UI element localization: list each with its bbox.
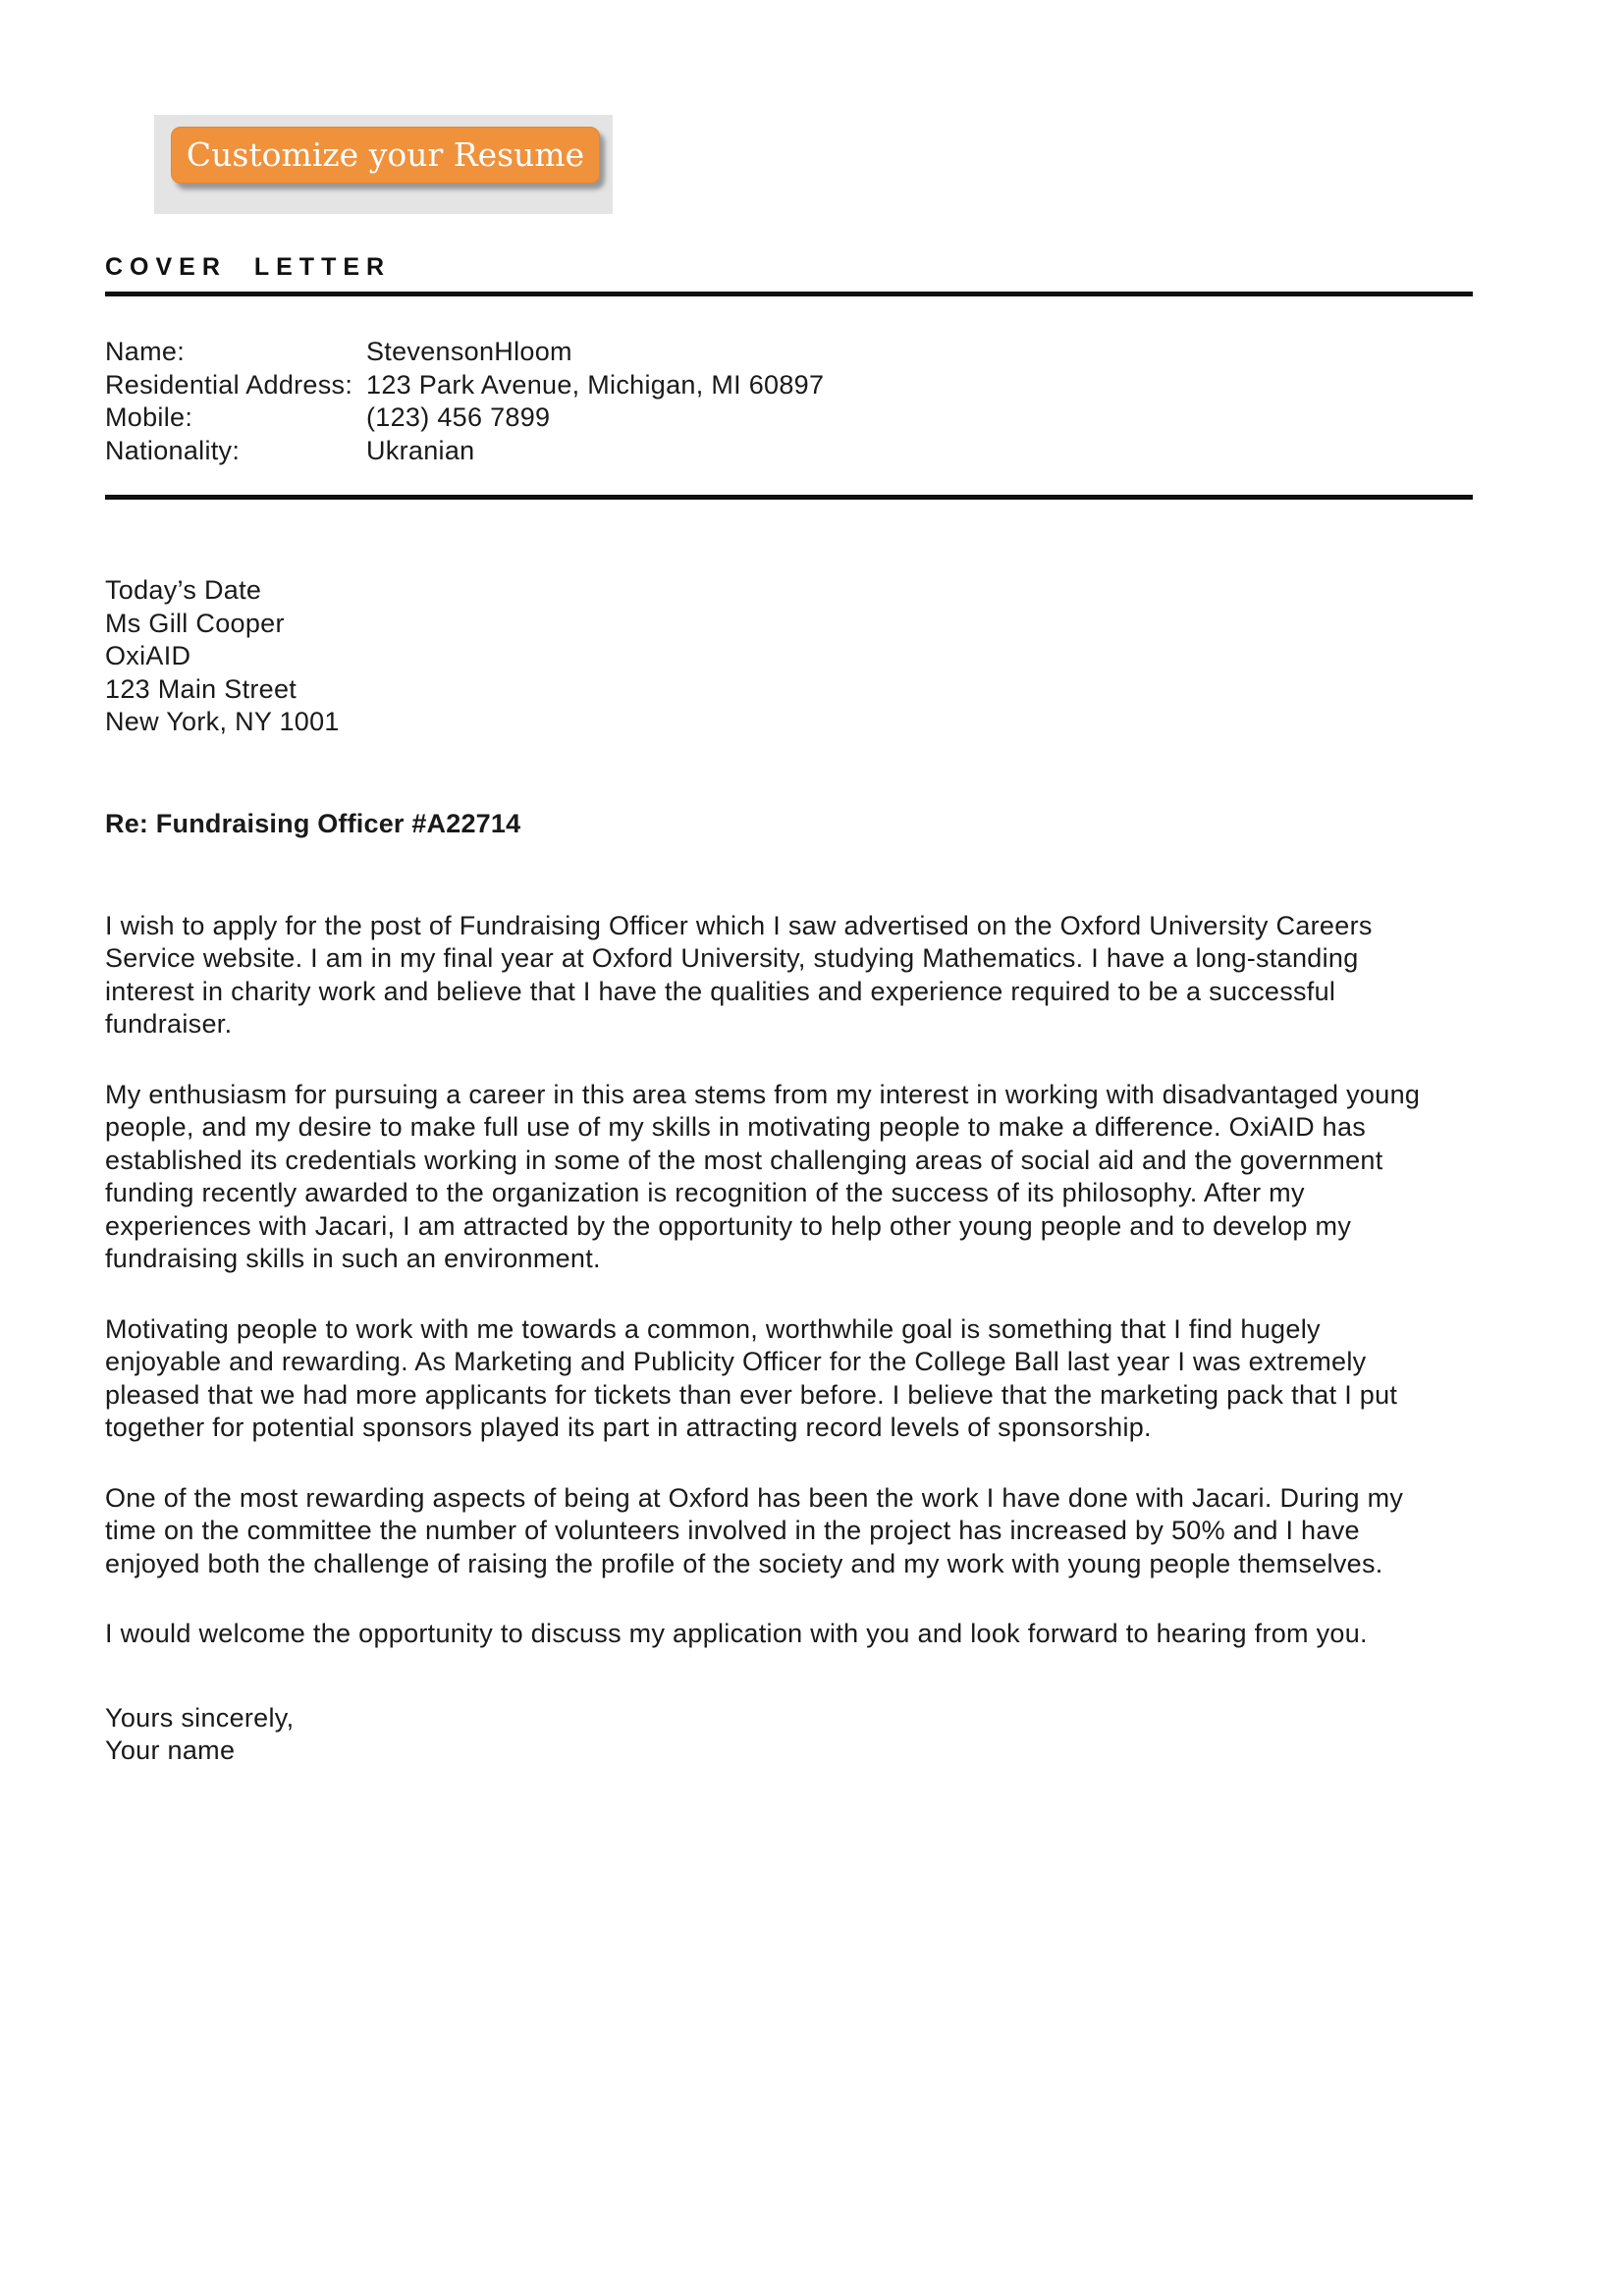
contact-value-name: StevensonHloom <box>366 337 572 366</box>
recipient-city: New York, NY 1001 <box>105 707 340 736</box>
contact-label-address: Residential Address: <box>105 369 353 400</box>
contact-value-nationality: Ukranian <box>366 435 475 465</box>
body-paragraph-5: I would welcome the opportunity to discuss my application with you and look forward to hearing from you. <box>105 1619 1368 1648</box>
page-title: COVER LETTER <box>105 253 392 281</box>
recipient-date: Today’s Date <box>105 575 262 605</box>
recipient-street: 123 Main Street <box>105 673 298 704</box>
customize-resume-button[interactable]: Customize your Resume <box>171 127 600 184</box>
divider-bottom <box>105 495 1473 500</box>
letter-content <box>105 0 1473 1768</box>
body-paragraph-3: Motivating people to work with me towards a common, worthwhile goal is something that I find hugely enjoyable and rewarding. As Marketing and Publicity Officer for the College Ball last year I was extremely pleased that we had more applicants for tickets than ever before. I believe that the marketing pack that I put together for potential sponsors played its part in attracting record levels of sponsorship. <box>105 1313 1398 1442</box>
closing-salutation: Yours sincerely, <box>105 1702 295 1733</box>
closing-signature: Your name <box>105 1735 236 1765</box>
closing-block <box>105 1702 1473 1768</box>
letter-body <box>105 910 1473 1651</box>
body-paragraph-1: I wish to apply for the post of Fundraising Officer which I saw advertised on the Oxford University Careers Service website. I am in my final year at Oxford University, studying Mathematics. I have a long-standing interest in charity work and believe that I have the qualities and experience required to be a successful fundraiser. <box>105 910 1373 1039</box>
contact-label-nationality: Nationality: <box>105 435 241 465</box>
recipient-organization: OxiAID <box>105 641 191 670</box>
contact-value-mobile: (123) 456 7899 <box>366 402 551 432</box>
body-paragraph-4: One of the most rewarding aspects of being at Oxford has been the work I have done with Jacari. During my time on the committee the number of volunteers involved in the project has increased by 50% and I have enjoyed both the challenge of raising the profile of the society and my work with young people themselves. <box>105 1482 1404 1578</box>
recipient-name: Ms Gill Cooper <box>105 608 285 638</box>
contact-info <box>105 336 1473 467</box>
contact-value-address: 123 Park Avenue, Michigan, MI 60897 <box>366 369 825 400</box>
contact-label-mobile: Mobile: <box>105 402 193 432</box>
recipient-block <box>105 574 1473 739</box>
subject-line: Re: Fundraising Officer #A22714 <box>105 808 521 838</box>
divider-top <box>105 292 1473 296</box>
body-paragraph-2: My enthusiasm for pursuing a career in this area stems from my interest in working with disadvantaged young people, and my desire to make full use of my skills in motivating people to make a difference. OxiAID has established its credentials working in some of the most challenging areas of social aid and the government funding recently awarded to the organization is recognition of the success of its philosophy. After my experiences with Jacari, I am attracted by the opportunity to help other young people and to develop my fundraising skills in such an environment. <box>105 1079 1421 1273</box>
contact-label-name: Name: <box>105 337 186 366</box>
